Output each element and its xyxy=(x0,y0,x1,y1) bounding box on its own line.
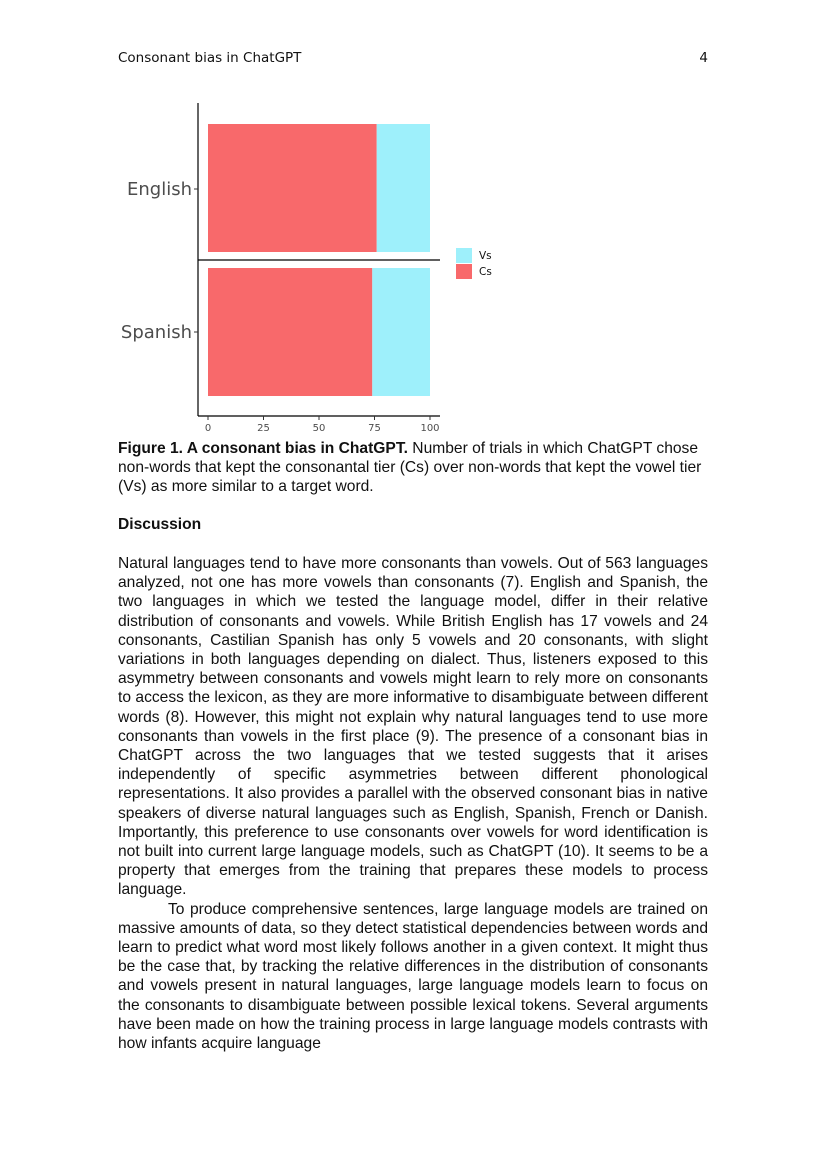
figure-caption xyxy=(118,439,708,496)
bar-cs-english xyxy=(208,124,377,252)
legend xyxy=(456,248,492,279)
running-title: Consonant bias in ChatGPT xyxy=(118,50,302,66)
section-title: Discussion xyxy=(118,516,202,533)
x-ticks-group xyxy=(205,416,440,434)
y-ticks-group xyxy=(121,179,198,343)
legend-label-cs: Cs xyxy=(479,266,492,278)
legend-swatch-cs xyxy=(456,264,472,279)
figure-caption-label: Figure 1. A consonant bias in ChatGPT. xyxy=(118,440,408,457)
bar-cs-spanish xyxy=(208,268,372,396)
paragraph: Natural languages tend to have more consonants than vowels. Out of 563 languages analyzed, not one has more vowels than consonants (7). English and Spanish, the two languages in which we tested the language model, differ in their relative distribution of consonants and vowels. While British English has 17 vowels and 24 consonants, Castilian Spanish has only 5 vowels and 20 consonants, with slight variations in both languages depending on dialect. Thus, listeners exposed to this asymmetry between consonants and vowels might learn to rely more on consonants to access the lexicon, as they are more informative to disambiguate between different words (8). However, this might not explain why natural languages tend to use more consonants than vowels in the first place (9). The presence of a consonant bias in ChatGPT across the two languages that we tested suggests that it arises independently of specific asymmetries between different phonological representations. It also provides a parallel with the observed consonant bias in native speakers of diverse natural languages such as English, Spanish, French or Danish. Importantly, this preference to use consonants over vowels for word identification is not built into current large language models, such as ChatGPT (10). It seems to be a property that emerges from the training that prepares these models to process language. xyxy=(118,555,708,899)
stacked-bar-chart xyxy=(118,98,518,436)
bar-vs-spanish xyxy=(372,268,430,396)
page-number: 4 xyxy=(699,50,708,66)
body-text xyxy=(118,554,708,1053)
y-tick-label-spanish: Spanish xyxy=(120,322,192,343)
running-header xyxy=(118,50,708,66)
legend-label-vs: Vs xyxy=(479,250,492,262)
bar-vs-english xyxy=(377,124,430,252)
x-tick-label: 0 xyxy=(204,423,212,434)
y-tick-label-english: English xyxy=(127,179,192,200)
x-tick-label: 75 xyxy=(368,423,381,434)
x-tick-label: 25 xyxy=(257,423,270,434)
legend-swatch-vs xyxy=(456,248,472,263)
paragraph: To produce comprehensive sentences, large language models are trained on massive amounts of data, so they detect statistical dependencies between words and learn to predict what word most likely follows another in a given context. It might thus be the case that, by tracking the relative differences in the distribution of consonants and vowels present in natural languages, large language models learn to focus on the consonants to disambiguate between possible lexical tokens. Several arguments have been made on how the training process in large language models contrasts with how infants acquire language xyxy=(118,900,708,1053)
x-tick-label: 100 xyxy=(420,423,440,434)
x-tick-label: 50 xyxy=(312,423,326,434)
figure-caption-text: Number of trials in which ChatGPT chose non-words that kept the consonantal tier (Cs) over non-words that kept the vowel tier (Vs) as more similar to a target word. xyxy=(118,440,702,495)
